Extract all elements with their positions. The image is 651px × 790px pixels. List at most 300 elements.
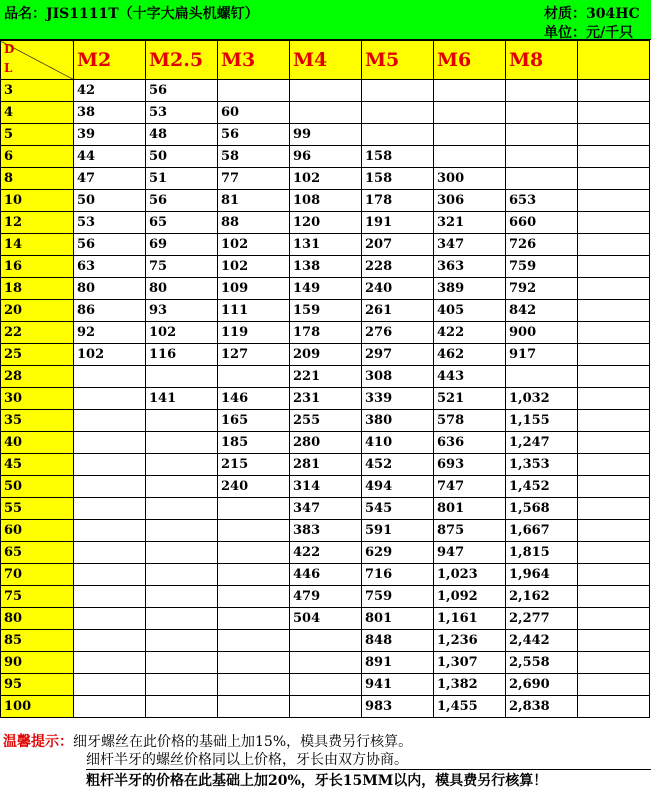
price-cell: 240	[362, 278, 434, 300]
price-cell: 88	[218, 212, 290, 234]
length-cell: 25	[1, 344, 74, 366]
length-cell: 28	[1, 366, 74, 388]
price-cell	[74, 652, 146, 674]
price-cell: 591	[362, 520, 434, 542]
table-row	[1, 542, 650, 564]
price-cell	[146, 366, 218, 388]
price-cell	[578, 476, 650, 498]
price-cell: 693	[434, 454, 506, 476]
price-cell	[74, 410, 146, 432]
price-cell: 759	[362, 586, 434, 608]
price-cell	[146, 410, 218, 432]
price-cell: 127	[218, 344, 290, 366]
price-cell: 494	[362, 476, 434, 498]
price-cell	[290, 102, 362, 124]
price-cell	[578, 454, 650, 476]
price-cell: 102	[290, 168, 362, 190]
price-cell	[578, 190, 650, 212]
table-row	[1, 234, 650, 256]
price-cell	[146, 476, 218, 498]
price-cell: 792	[506, 278, 578, 300]
price-cell: 1,964	[506, 564, 578, 586]
length-cell: 65	[1, 542, 74, 564]
price-cell: 2,162	[506, 586, 578, 608]
length-cell: 16	[1, 256, 74, 278]
price-cell: 111	[218, 300, 290, 322]
price-cell: 138	[290, 256, 362, 278]
length-cell: 8	[1, 168, 74, 190]
price-cell	[218, 366, 290, 388]
table-row	[1, 124, 650, 146]
price-cell: 255	[290, 410, 362, 432]
note-line-2: 细杆半牙的螺丝价格同以上价格，牙长由双方协商。	[86, 752, 408, 768]
price-cell: 300	[434, 168, 506, 190]
price-cell	[578, 498, 650, 520]
price-cell: 50	[74, 190, 146, 212]
price-cell: 716	[362, 564, 434, 586]
price-cell: 848	[362, 630, 434, 652]
price-cell: 93	[146, 300, 218, 322]
price-cell: 1,023	[434, 564, 506, 586]
price-cell	[74, 586, 146, 608]
price-cell: 53	[74, 212, 146, 234]
price-cell	[578, 652, 650, 674]
table-row	[1, 366, 650, 388]
price-cell	[218, 696, 290, 718]
price-cell: 69	[146, 234, 218, 256]
price-cell	[578, 630, 650, 652]
price-cell	[578, 256, 650, 278]
length-cell: 10	[1, 190, 74, 212]
material-label: 材质：304HC	[544, 6, 640, 22]
price-cell: 1,353	[506, 454, 578, 476]
price-cell: 306	[434, 190, 506, 212]
price-cell: 2,690	[506, 674, 578, 696]
price-cell	[146, 542, 218, 564]
length-cell: 12	[1, 212, 74, 234]
price-cell	[578, 322, 650, 344]
price-cell	[74, 520, 146, 542]
column-header-m4: M4	[290, 41, 362, 80]
price-cell: 900	[506, 322, 578, 344]
price-cell: 347	[434, 234, 506, 256]
price-cell	[74, 476, 146, 498]
price-cell: 48	[146, 124, 218, 146]
price-cell: 363	[434, 256, 506, 278]
price-cell	[578, 366, 650, 388]
price-cell	[146, 696, 218, 718]
price-cell: 941	[362, 674, 434, 696]
price-cell	[290, 652, 362, 674]
price-cell: 81	[218, 190, 290, 212]
price-cell	[578, 124, 650, 146]
price-cell	[74, 674, 146, 696]
price-cell: 158	[362, 168, 434, 190]
price-cell: 1,032	[506, 388, 578, 410]
price-table	[0, 40, 650, 718]
length-cell: 55	[1, 498, 74, 520]
price-cell: 63	[74, 256, 146, 278]
price-cell: 47	[74, 168, 146, 190]
price-cell: 102	[218, 256, 290, 278]
table-row	[1, 432, 650, 454]
price-cell: 653	[506, 190, 578, 212]
price-cell: 314	[290, 476, 362, 498]
price-cell: 842	[506, 300, 578, 322]
price-cell: 983	[362, 696, 434, 718]
table-row	[1, 674, 650, 696]
price-cell: 65	[146, 212, 218, 234]
table-row	[1, 278, 650, 300]
sheet-header	[0, 0, 651, 40]
table-row	[1, 388, 650, 410]
price-cell: 56	[146, 190, 218, 212]
price-cell: 443	[434, 366, 506, 388]
price-cell: 1,815	[506, 542, 578, 564]
price-cell	[578, 146, 650, 168]
price-cell	[578, 696, 650, 718]
price-cell: 446	[290, 564, 362, 586]
price-cell: 2,558	[506, 652, 578, 674]
price-cell	[434, 80, 506, 102]
notes	[0, 729, 651, 789]
price-cell: 77	[218, 168, 290, 190]
price-cell: 159	[290, 300, 362, 322]
price-cell	[362, 124, 434, 146]
price-cell: 92	[74, 322, 146, 344]
price-cell	[218, 498, 290, 520]
price-cell: 297	[362, 344, 434, 366]
price-cell	[506, 124, 578, 146]
price-cell: 60	[218, 102, 290, 124]
length-cell: 90	[1, 652, 74, 674]
length-cell: 100	[1, 696, 74, 718]
price-cell: 56	[218, 124, 290, 146]
price-cell: 56	[146, 80, 218, 102]
price-cell: 42	[74, 80, 146, 102]
price-rows	[1, 80, 650, 718]
price-cell: 504	[290, 608, 362, 630]
table-row	[1, 322, 650, 344]
price-cell	[146, 520, 218, 542]
price-cell	[578, 674, 650, 696]
price-cell	[146, 454, 218, 476]
price-cell: 53	[146, 102, 218, 124]
price-cell	[146, 652, 218, 674]
price-cell: 405	[434, 300, 506, 322]
price-cell	[290, 696, 362, 718]
unit-label: 单位：元/千只	[544, 25, 634, 41]
price-cell: 228	[362, 256, 434, 278]
price-cell: 521	[434, 388, 506, 410]
price-cell: 1,155	[506, 410, 578, 432]
note-line-3: 粗杆半牙的价格在此基础上加20%，牙长15MM以内，模具费另行核算！	[86, 769, 651, 790]
price-cell: 321	[434, 212, 506, 234]
corner-cell	[1, 41, 74, 80]
price-cell	[290, 630, 362, 652]
price-cell: 636	[434, 432, 506, 454]
price-cell: 747	[434, 476, 506, 498]
length-cell: 3	[1, 80, 74, 102]
price-cell: 759	[506, 256, 578, 278]
product-name: 品名：JIS1111T（十字大扁头机螺钉）	[4, 6, 259, 22]
price-cell: 116	[146, 344, 218, 366]
table-row	[1, 300, 650, 322]
price-cell	[74, 608, 146, 630]
price-cell	[290, 674, 362, 696]
price-cell: 146	[218, 388, 290, 410]
price-cell: 102	[74, 344, 146, 366]
price-cell: 410	[362, 432, 434, 454]
price-cell: 56	[74, 234, 146, 256]
price-cell	[578, 102, 650, 124]
table-row	[1, 630, 650, 652]
price-cell: 231	[290, 388, 362, 410]
price-cell	[578, 234, 650, 256]
length-cell: 85	[1, 630, 74, 652]
price-cell	[578, 300, 650, 322]
column-header-m6: M6	[434, 41, 506, 80]
price-cell: 2,838	[506, 696, 578, 718]
price-cell: 280	[290, 432, 362, 454]
price-cell: 185	[218, 432, 290, 454]
length-cell: 5	[1, 124, 74, 146]
table-row	[1, 80, 650, 102]
price-cell	[578, 608, 650, 630]
price-cell	[506, 80, 578, 102]
length-cell: 50	[1, 476, 74, 498]
price-cell: 131	[290, 234, 362, 256]
price-cell	[362, 102, 434, 124]
diameter-label: D	[4, 42, 15, 56]
price-cell: 119	[218, 322, 290, 344]
price-cell: 191	[362, 212, 434, 234]
price-cell: 96	[290, 146, 362, 168]
table-row	[1, 190, 650, 212]
price-cell: 158	[362, 146, 434, 168]
table-row	[1, 608, 650, 630]
price-cell: 149	[290, 278, 362, 300]
price-cell: 215	[218, 454, 290, 476]
column-header-m3: M3	[218, 41, 290, 80]
price-cell	[146, 498, 218, 520]
length-cell: 80	[1, 608, 74, 630]
length-cell: 95	[1, 674, 74, 696]
price-cell: 1,236	[434, 630, 506, 652]
column-header-m8: M8	[506, 41, 578, 80]
length-cell: 6	[1, 146, 74, 168]
price-cell: 2,277	[506, 608, 578, 630]
price-cell: 178	[362, 190, 434, 212]
length-cell: 75	[1, 586, 74, 608]
table-row	[1, 256, 650, 278]
price-cell	[506, 366, 578, 388]
price-cell	[578, 432, 650, 454]
price-cell: 578	[434, 410, 506, 432]
table-row	[1, 168, 650, 190]
price-cell: 380	[362, 410, 434, 432]
table-row	[1, 498, 650, 520]
price-cell	[578, 388, 650, 410]
price-cell: 2,442	[506, 630, 578, 652]
price-cell: 80	[74, 278, 146, 300]
price-cell	[578, 564, 650, 586]
price-cell: 240	[218, 476, 290, 498]
price-cell: 545	[362, 498, 434, 520]
length-cell: 35	[1, 410, 74, 432]
price-cell	[578, 410, 650, 432]
price-cell	[578, 278, 650, 300]
price-cell	[74, 388, 146, 410]
price-cell: 1,161	[434, 608, 506, 630]
price-cell: 178	[290, 322, 362, 344]
price-cell	[218, 520, 290, 542]
price-cell	[146, 608, 218, 630]
length-cell: 30	[1, 388, 74, 410]
price-cell	[218, 608, 290, 630]
price-cell	[146, 432, 218, 454]
length-cell: 45	[1, 454, 74, 476]
price-cell: 108	[290, 190, 362, 212]
price-cell: 1,452	[506, 476, 578, 498]
price-cell: 479	[290, 586, 362, 608]
price-cell: 347	[290, 498, 362, 520]
price-cell	[218, 586, 290, 608]
price-cell	[362, 80, 434, 102]
price-cell	[74, 630, 146, 652]
price-cell	[146, 630, 218, 652]
table-row	[1, 520, 650, 542]
price-cell: 281	[290, 454, 362, 476]
price-cell	[434, 124, 506, 146]
price-cell	[506, 146, 578, 168]
price-cell: 207	[362, 234, 434, 256]
tip-label: 温馨提示：	[3, 734, 73, 750]
price-cell	[218, 674, 290, 696]
price-cell: 165	[218, 410, 290, 432]
price-cell: 1,092	[434, 586, 506, 608]
table-row	[1, 454, 650, 476]
price-cell	[74, 498, 146, 520]
price-cell	[74, 542, 146, 564]
price-cell	[290, 80, 362, 102]
price-cell	[218, 652, 290, 674]
price-cell: 38	[74, 102, 146, 124]
length-cell: 20	[1, 300, 74, 322]
price-cell: 44	[74, 146, 146, 168]
price-cell: 801	[434, 498, 506, 520]
price-cell	[578, 520, 650, 542]
length-cell: 70	[1, 564, 74, 586]
price-cell	[74, 454, 146, 476]
price-cell: 1,455	[434, 696, 506, 718]
price-cell: 75	[146, 256, 218, 278]
price-cell: 947	[434, 542, 506, 564]
length-cell: 22	[1, 322, 74, 344]
price-cell: 339	[362, 388, 434, 410]
price-cell	[218, 80, 290, 102]
price-cell: 462	[434, 344, 506, 366]
price-cell: 801	[362, 608, 434, 630]
price-cell: 422	[434, 322, 506, 344]
column-header-blank	[578, 41, 650, 80]
price-cell: 80	[146, 278, 218, 300]
price-cell: 1,382	[434, 674, 506, 696]
column-header-row	[1, 41, 650, 80]
price-cell: 875	[434, 520, 506, 542]
price-cell	[146, 564, 218, 586]
table-row	[1, 102, 650, 124]
length-cell: 14	[1, 234, 74, 256]
price-cell: 102	[146, 322, 218, 344]
table-row	[1, 344, 650, 366]
column-header-m5: M5	[362, 41, 434, 80]
length-cell: 40	[1, 432, 74, 454]
price-cell	[578, 586, 650, 608]
price-cell	[146, 586, 218, 608]
price-cell: 660	[506, 212, 578, 234]
price-cell	[146, 674, 218, 696]
price-cell: 383	[290, 520, 362, 542]
price-cell: 86	[74, 300, 146, 322]
price-cell	[74, 366, 146, 388]
price-cell: 452	[362, 454, 434, 476]
price-cell: 261	[362, 300, 434, 322]
price-cell: 102	[218, 234, 290, 256]
price-cell: 308	[362, 366, 434, 388]
price-cell: 120	[290, 212, 362, 234]
price-cell	[434, 146, 506, 168]
price-cell: 209	[290, 344, 362, 366]
column-header-m2: M2	[74, 41, 146, 80]
price-cell: 50	[146, 146, 218, 168]
table-row	[1, 146, 650, 168]
price-cell	[74, 432, 146, 454]
price-cell: 629	[362, 542, 434, 564]
table-row	[1, 410, 650, 432]
table-row	[1, 696, 650, 718]
column-header-m2-5: M2.5	[146, 41, 218, 80]
price-cell	[434, 102, 506, 124]
price-cell: 141	[146, 388, 218, 410]
price-cell: 1,568	[506, 498, 578, 520]
price-cell	[218, 542, 290, 564]
price-cell: 726	[506, 234, 578, 256]
price-cell	[218, 630, 290, 652]
price-cell: 276	[362, 322, 434, 344]
price-cell: 1,667	[506, 520, 578, 542]
price-cell	[506, 102, 578, 124]
price-cell: 1,307	[434, 652, 506, 674]
price-cell: 221	[290, 366, 362, 388]
price-cell	[74, 696, 146, 718]
table-row	[1, 212, 650, 234]
price-cell	[578, 212, 650, 234]
price-cell	[74, 564, 146, 586]
price-cell: 389	[434, 278, 506, 300]
length-cell: 18	[1, 278, 74, 300]
price-cell: 99	[290, 124, 362, 146]
length-cell: 4	[1, 102, 74, 124]
length-cell: 60	[1, 520, 74, 542]
price-cell: 51	[146, 168, 218, 190]
price-cell: 917	[506, 344, 578, 366]
note-line-1	[3, 731, 412, 751]
price-cell	[578, 80, 650, 102]
price-cell: 58	[218, 146, 290, 168]
price-cell	[578, 542, 650, 564]
table-row	[1, 476, 650, 498]
